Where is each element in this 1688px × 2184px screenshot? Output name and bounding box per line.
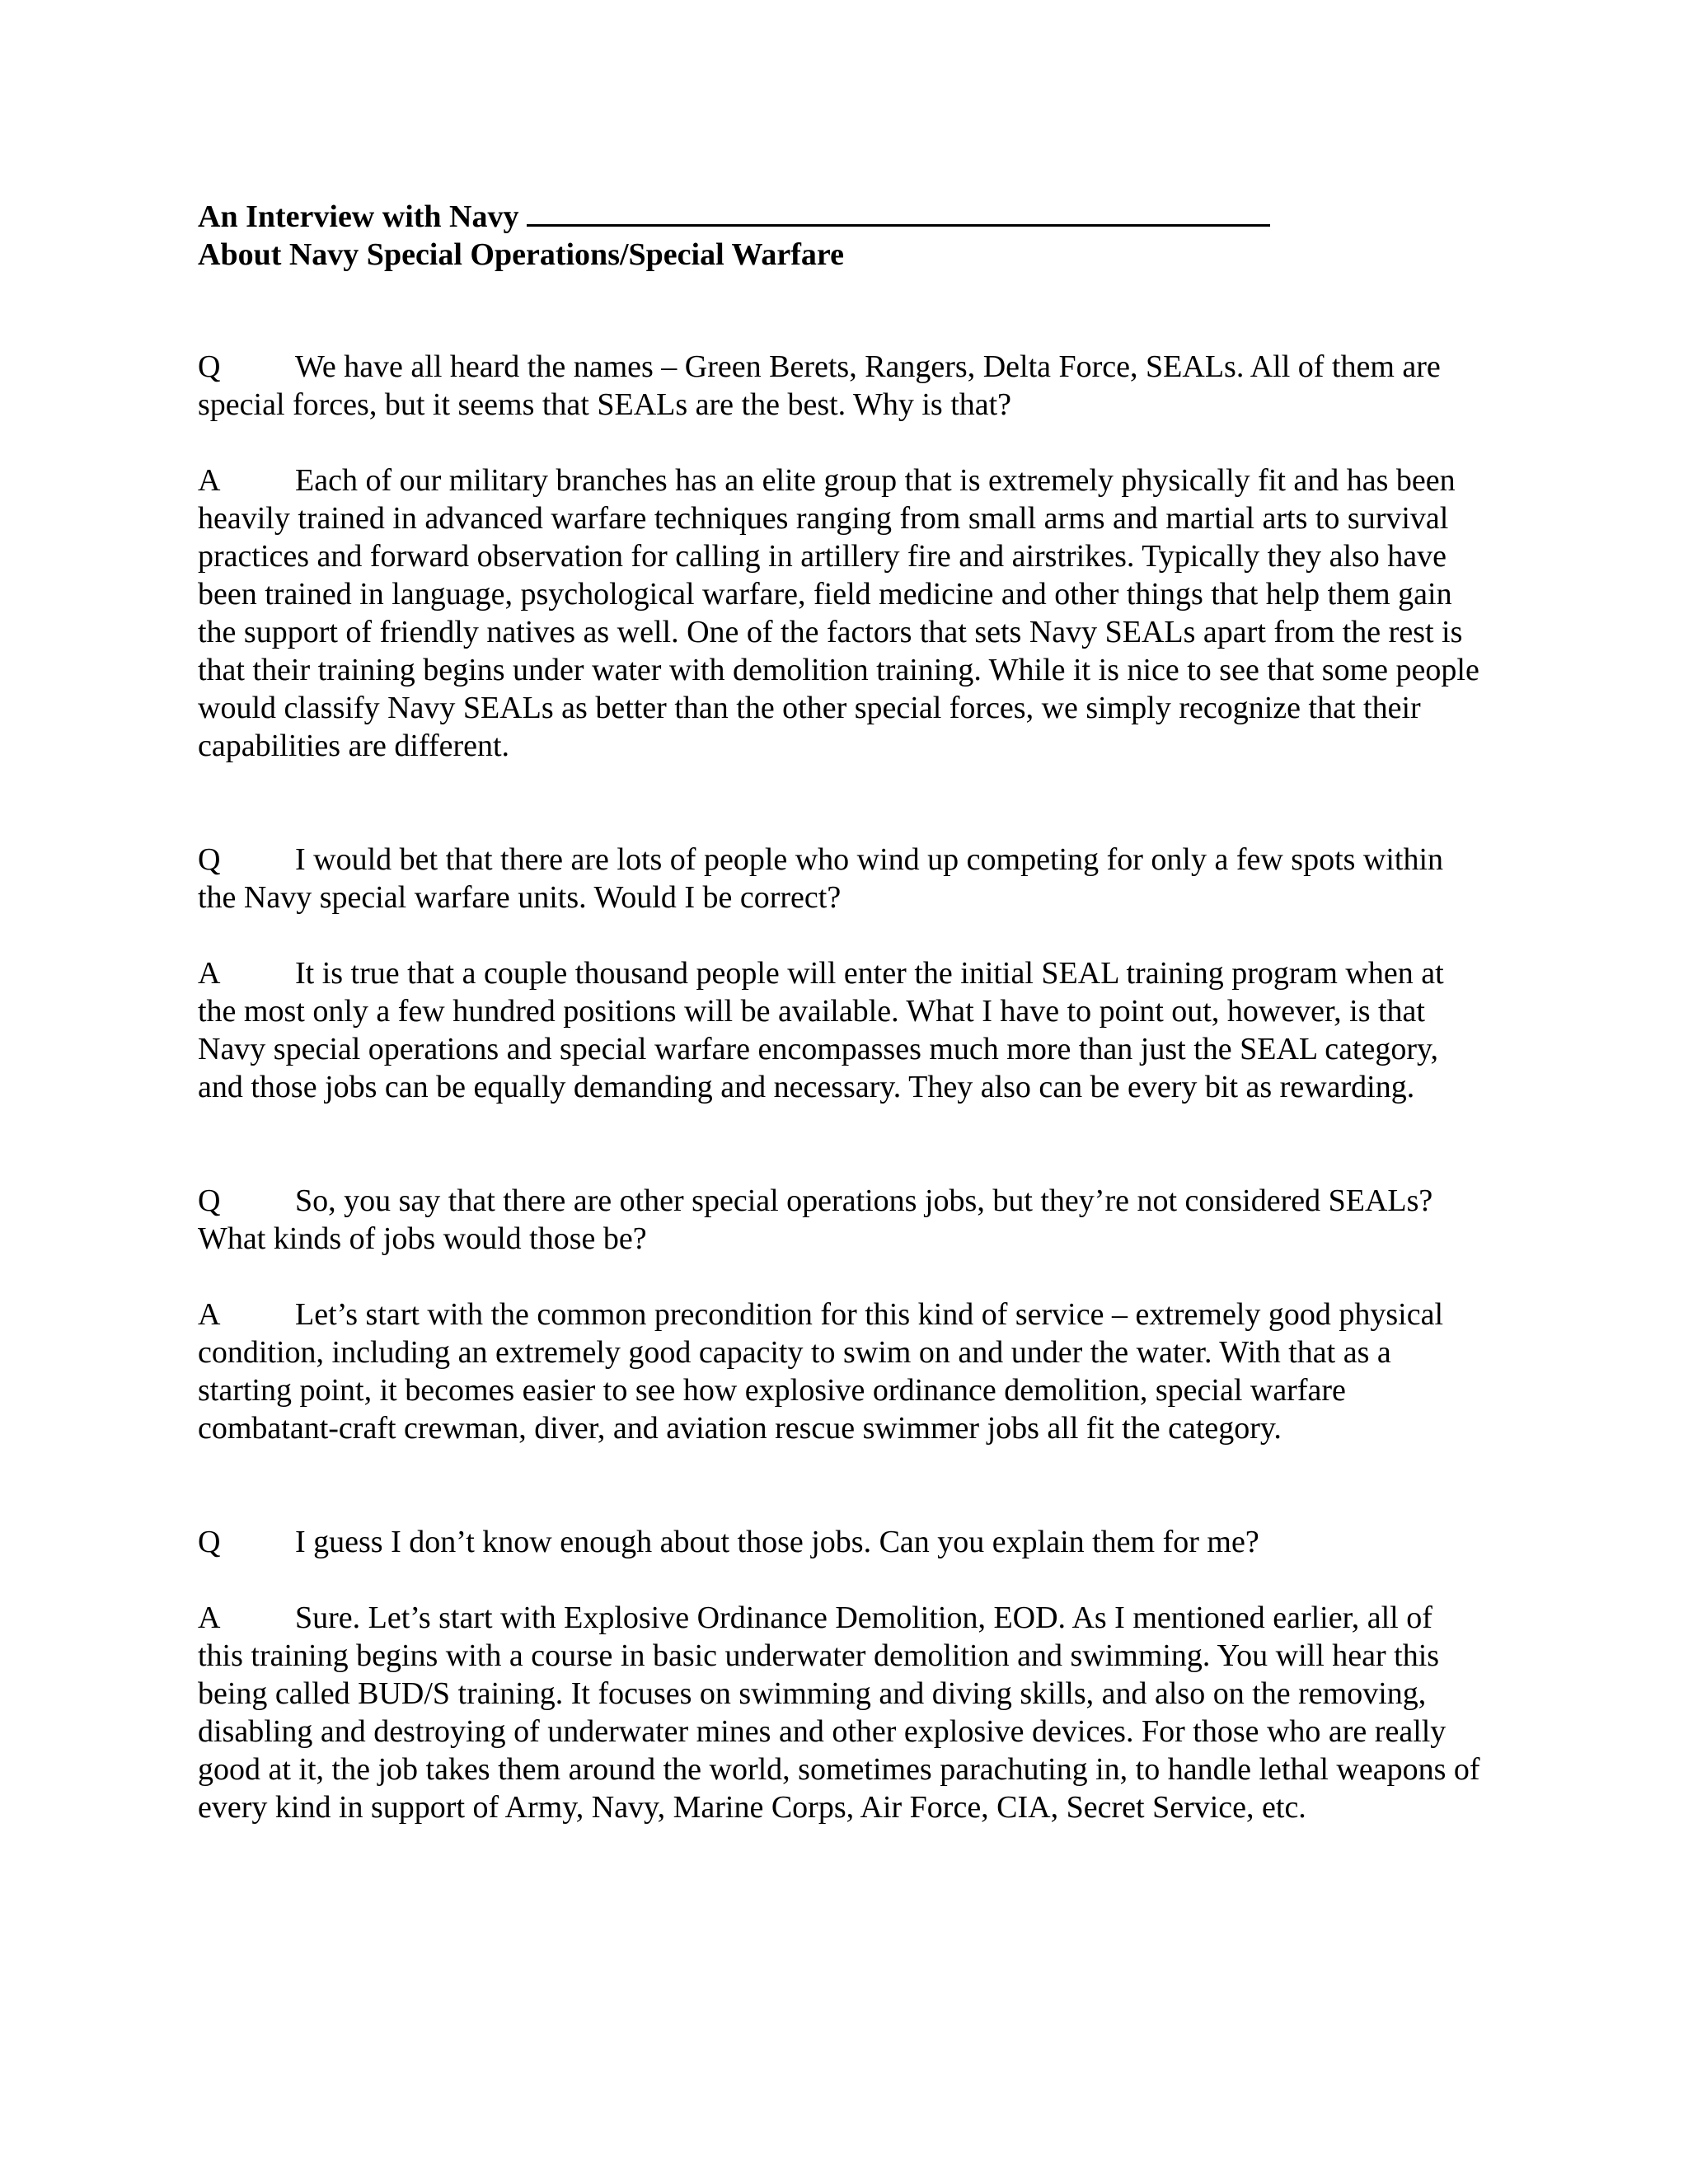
question-text: So, you say that there are other special operations jobs, but they’re not considered SEALs? What kinds of jobs would those be? — [198, 1183, 1433, 1256]
question-label: Q — [198, 1183, 221, 1218]
question-2 — [198, 841, 1484, 916]
question-4 — [198, 1523, 1484, 1561]
title-text: An Interview with Navy — [198, 199, 519, 234]
answer-text: Each of our military branches has an elite group that is extremely physically fit and has been heavily trained in advanced warfare techniques ranging from small arms and martial arts to survival practices and forward observation for calling in artillery fire and airstrikes. Typically they also have been trained in language, psychological warfare, field medicine and other things that help them gain the support of friendly natives as well. One of the factors that sets Navy SEALs apart from the rest is that their training begins under water with demolition training. While it is nice to see that some people would classify Navy SEALs as better than the other special forces, we simply recognize that their capabilities are different. — [198, 463, 1479, 763]
answer-label: A — [198, 1297, 221, 1332]
question-1 — [198, 348, 1484, 424]
document-page — [198, 196, 1484, 1826]
answer-text: It is true that a couple thousand people will enter the initial SEAL training program when at the most only a few hundred positions will be available. What I have to point out, however, is that Navy special operations and special warfare encompasses much more than just the SEAL category, and those jobs can be equally demanding and necessary. They also can be every bit as rewarding. — [198, 956, 1444, 1104]
name-blank-line — [527, 196, 1270, 227]
answer-3 — [198, 1296, 1484, 1447]
question-3 — [198, 1182, 1484, 1258]
answer-label: A — [198, 1601, 221, 1635]
answer-text: Sure. Let’s start with Explosive Ordinance Demolition, EOD. As I mentioned earlier, all of this training begins with a course in basic underwater demolition and swimming. You will hear this being called BUD/S training. It focuses on swimming and diving skills, and also on the removing, disabling and destroying of underwater mines and other explosive devices. For those who are really good at it, the job takes them around the world, sometimes parachuting in, to handle lethal weapons of every kind in support of Army, Navy, Marine Corps, Air Force, CIA, Secret Service, etc. — [198, 1601, 1480, 1825]
answer-text: Let’s start with the common precondition for this kind of service – extremely good physical condition, including an extremely good capacity to swim on and under the water. With that as a starting point, it becomes easier to see how explosive ordinance demolition, special warfare combatant-craft crewman, diver, and aviation rescue swimmer jobs all fit the category. — [198, 1297, 1444, 1446]
answer-2 — [198, 954, 1484, 1106]
question-label: Q — [198, 349, 221, 384]
answer-label: A — [198, 956, 221, 991]
document-title — [198, 196, 1484, 236]
question-label: Q — [198, 1525, 221, 1559]
question-text: I would bet that there are lots of people who wind up competing for only a few spots within the Navy special warfare units. Would I be correct? — [198, 842, 1444, 915]
answer-label: A — [198, 463, 221, 498]
question-text: We have all heard the names – Green Berets, Rangers, Delta Force, SEALs. All of them are special forces, but it seems that SEALs are the best. Why is that? — [198, 349, 1441, 422]
document-subtitle: About Navy Special Operations/Special Warfare — [198, 237, 844, 272]
question-text: I guess I don’t know enough about those jobs. Can you explain them for me? — [295, 1525, 1259, 1559]
answer-4 — [198, 1599, 1484, 1826]
question-label: Q — [198, 842, 221, 877]
answer-1 — [198, 462, 1484, 765]
